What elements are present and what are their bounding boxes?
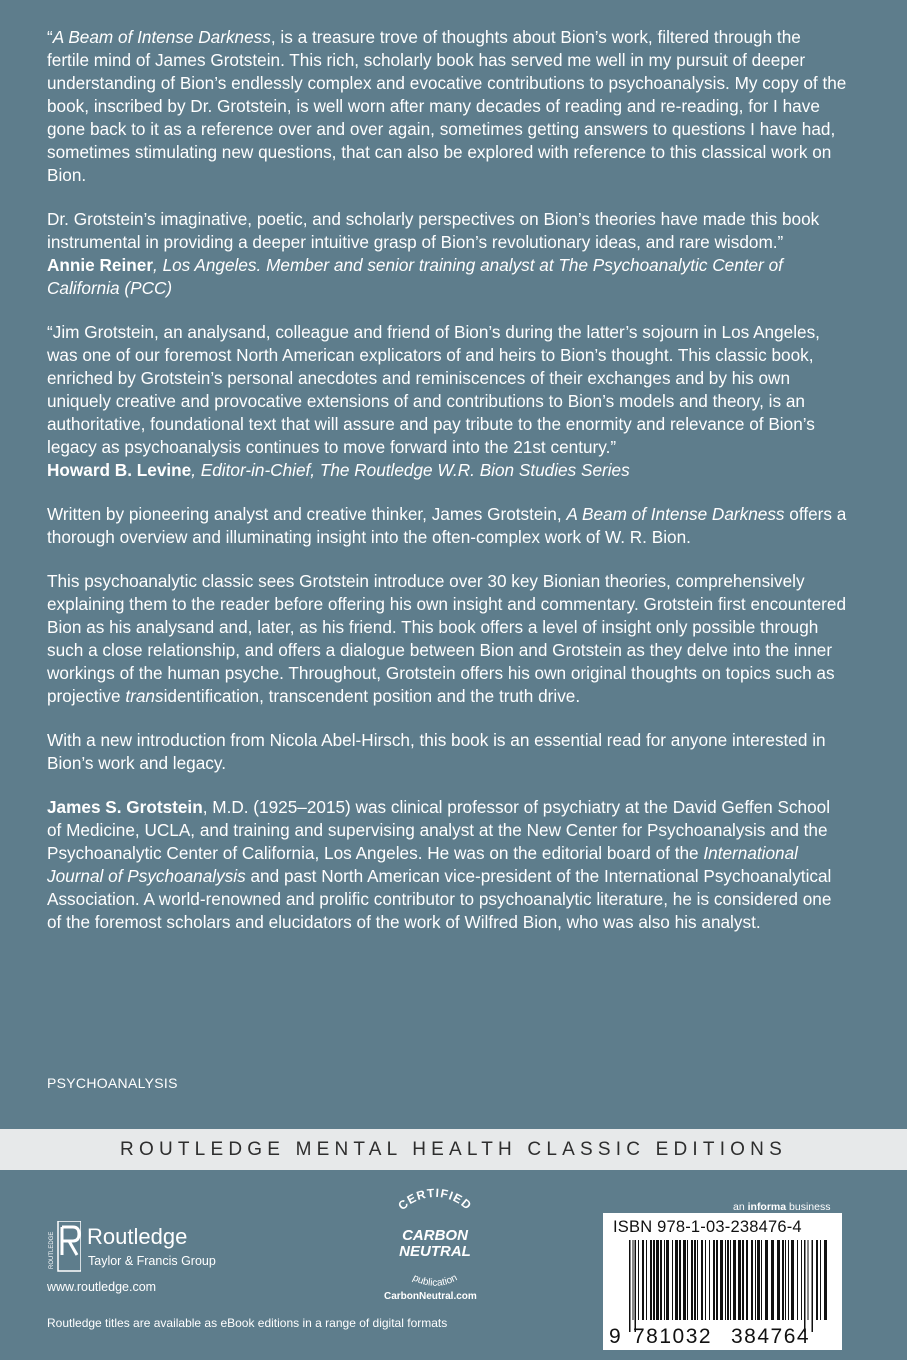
barcode-bar (629, 1240, 631, 1332)
description-paragraph1 (47, 503, 847, 549)
informa-brand: informa (747, 1201, 787, 1213)
description-text: Written by pioneering analyst and creative thinker, James Grotstein, (47, 504, 567, 524)
quote1-text: , is a treasure trove of thoughts about Bion’s work, filtered through the fertile mind of James Grotstein. This rich, scholarly book has served me well in my pursuit of deeper understanding of Bion’s endlessly complex and evocative contributions to psychoanalysis. My copy of the book, inscribed by Dr. Grotstein, is well worn after many decades of reading and re-reading, for I have gone back to it as a reference over and over again, sometimes getting answers to questions I have had, sometimes stimulating new questions, that can also be explored with reference to this classical work on Bion. (47, 27, 847, 185)
quote1-affiliation: , Los Angeles. Member and senior training analyst at The Psychoanalytic Center of California (PCC) (47, 255, 783, 298)
ebook-note: Routledge titles are available as eBook editions in a range of digital formats (47, 1316, 448, 1330)
isbn-barcode (603, 1213, 842, 1350)
barcode-bar (801, 1240, 802, 1320)
description-paragraph2 (47, 570, 847, 708)
barcode-bar (664, 1240, 665, 1320)
description-text: This psychoanalytic classic sees Grotstein introduce over 30 key Bionian theories, comprehensively explaining them to the reader before offering his own insight and commentary. Grotstein first encountered Bion as his analysand and, later, as his friend. This book offers a level of insight only possible through such a close relationship, and offers a dialogue between Bion and Grotstein as they delve into the inner workings of the human psyche. Throughout, Grotstein offers his own original thoughts on topics such as projective (47, 571, 847, 706)
svg-text:publication (411, 1272, 459, 1288)
publisher-group: Taylor & Francis Group (88, 1254, 216, 1268)
carbon-line1: CARBON (402, 1227, 468, 1244)
barcode-bar (788, 1240, 789, 1320)
barcode-bar (642, 1240, 644, 1320)
quote1-paragraph1: “A Beam of Intense Darkness, is a treasure trove of thoughts about Bion’s work, filtered through the fertile mind of James Grotstein. This rich, scholarly book has served me well in my pursuit of deeper understanding of Bion’s endlessly complex and evocative contributions to psychoanalysis. My copy of the book, inscribed by Dr. Grotstein, is well worn after many decades of reading and re-reading, for I have gone back to it as a reference over and over again, sometimes getting answers to questions I have had, sometimes stimulating new questions, that can also be explored with reference to this classical work on Bion. (47, 27, 847, 185)
bio-text: , M.D. (1925–2015) was clinical professor of psychiatry at the David Geffen School of Medicine, UCLA, and training and supervising analyst at the New Center for Psychoanalysis and the Psychoanalytic Center of California, Los Angeles. He was on the editorial board of the (47, 797, 831, 863)
bio-journal-title: International Journal of Psychoanalysis (47, 843, 798, 886)
bio-text: and past North American vice-president of the International Psychoanalytical Association. A world-renowned and prolific contributor to psychoanalytic literature, he is considered one of the foremost scholars and elucidators of the work of Wilfred Bion, who was also his analyst. (47, 866, 832, 932)
quote1-attribution (47, 254, 847, 300)
barcode-bar (812, 1240, 814, 1332)
barcode-bar (697, 1240, 698, 1320)
barcode-bar (804, 1240, 806, 1332)
barcode-bar (757, 1240, 760, 1320)
barcode-bar (672, 1240, 673, 1320)
barcode-bar (791, 1240, 794, 1320)
barcode-bar (727, 1240, 729, 1320)
barcode-digits-right: 384764 (731, 1325, 811, 1348)
barcode-bar (679, 1240, 681, 1320)
carbon-line2: NEUTRAL (399, 1243, 471, 1260)
barcode-bar (824, 1240, 827, 1320)
barcode-bar (761, 1240, 762, 1320)
barcode-bar (820, 1240, 821, 1320)
barcode-bar (733, 1240, 736, 1320)
barcode-bar (808, 1240, 809, 1320)
barcode-bar (675, 1240, 678, 1320)
informa-prefix: an (733, 1201, 748, 1213)
barcode-bar (694, 1240, 696, 1320)
barcode-bar (691, 1240, 693, 1320)
back-cover-text (47, 26, 847, 955)
barcode-bar (638, 1240, 639, 1320)
quote1-paragraph2: Dr. Grotstein’s imaginative, poetic, and scholarly perspectives on Bion’s theories have made this book instrumental in providing a deeper intuitive grasp of Bion’s revolutionary ideas, and rare wisdom.” (47, 209, 820, 252)
barcode-bar (765, 1240, 768, 1320)
quote2-attribution (47, 459, 847, 482)
barcode-bar (635, 1240, 637, 1332)
publisher-url: www.routledge.com (47, 1280, 157, 1294)
barcode-bar (751, 1240, 753, 1320)
barcode-bar (777, 1240, 780, 1320)
barcode-bar (746, 1240, 748, 1320)
barcode-bar (725, 1240, 726, 1320)
barcode-bar (660, 1240, 662, 1320)
description-emphasis: trans (125, 686, 164, 706)
carbon-bottom-label: publication (410, 1272, 460, 1289)
barcode-bar (782, 1240, 784, 1320)
quote2-author: Howard B. Levine (47, 460, 192, 480)
barcode-bar (716, 1240, 718, 1320)
category-label: PSYCHOANALYSIS (47, 1075, 178, 1091)
quote1-book-title: A Beam of Intense Darkness (52, 27, 271, 47)
informa-suffix: business (786, 1201, 831, 1213)
publisher-name: Routledge (87, 1224, 188, 1249)
routledge-r-icon (47, 1221, 81, 1273)
series-banner: ROUTLEDGE MENTAL HEALTH CLASSIC EDITIONS (0, 1129, 907, 1170)
routledge-vertical-label: ROUTLEDGE (49, 1231, 55, 1269)
description-book-title: A Beam of Intense Darkness (566, 504, 785, 524)
carbon-neutral-icon (370, 1182, 500, 1302)
barcode-bars (627, 1240, 827, 1332)
barcode-bar (646, 1240, 647, 1320)
description-text: identification, transcendent position and the truth drive. (163, 686, 581, 706)
barcode-bar (701, 1240, 703, 1320)
svg-text:CERTIFIED (395, 1186, 474, 1213)
barcode-bar (797, 1240, 798, 1320)
quote1-author: Annie Reiner (47, 255, 154, 275)
barcode-bar (687, 1240, 688, 1320)
barcode-bar (771, 1240, 774, 1320)
barcode-bar (650, 1240, 652, 1320)
isbn-label: ISBN 978-1-03-238476-4 (613, 1218, 802, 1236)
barcode-bar (742, 1240, 744, 1320)
barcode-bar (755, 1240, 756, 1320)
barcode-bar (738, 1240, 741, 1320)
barcode-bar (633, 1240, 634, 1320)
carbon-top-label: CERTIFIED (395, 1185, 475, 1213)
barcode-bar (730, 1240, 731, 1320)
quote2-affiliation: , Editor-in-Chief, The Routledge W.R. Bion Studies Series (191, 460, 630, 480)
author-bio (47, 796, 847, 934)
barcode-digit-first: 9 (609, 1325, 623, 1348)
barcode-digits-left: 781032 (633, 1325, 713, 1348)
description-text: offers a thorough overview and illuminating insight into the often-complex work of W. R. Bion. (47, 504, 847, 547)
barcode-bar (816, 1240, 818, 1320)
barcode-bar (720, 1240, 723, 1320)
bio-author-name: James S. Grotstein (47, 797, 203, 817)
barcode-bar (705, 1240, 706, 1320)
barcode-bar (713, 1240, 715, 1320)
informa-tagline (733, 1201, 830, 1213)
quote2-paragraph: “Jim Grotstein, an analysand, colleague and friend of Bion’s during the latter’s sojourn in Los Angeles, was one of our foremost North American explicators of and heirs to Bion’s thought. This classic book, enriched by Grotstein’s personal anecdotes and reminiscences of their exchanges and by his own uniquely creative and provocative extensions of and contributions to Bion’s models and theory, is an authoritative, foundational text that will assure and pay tribute to the enormity and relevance of Bion’s legacy as psychoanalysis continues to move forward into the 21st century.” (47, 322, 820, 457)
barcode-bar (666, 1240, 669, 1320)
description-paragraph3: With a new introduction from Nicola Abel-Hirsch, this book is an essential read for anyone interested in Bion’s work and legacy. (47, 730, 826, 773)
barcode-bar (683, 1240, 686, 1320)
barcode-bar (709, 1240, 710, 1320)
barcode-bar (785, 1240, 786, 1320)
barcode-bar (653, 1240, 655, 1320)
carbon-site: CarbonNeutral.com (384, 1291, 477, 1302)
routledge-logo (47, 1216, 257, 1296)
barcode-bar (656, 1240, 659, 1320)
